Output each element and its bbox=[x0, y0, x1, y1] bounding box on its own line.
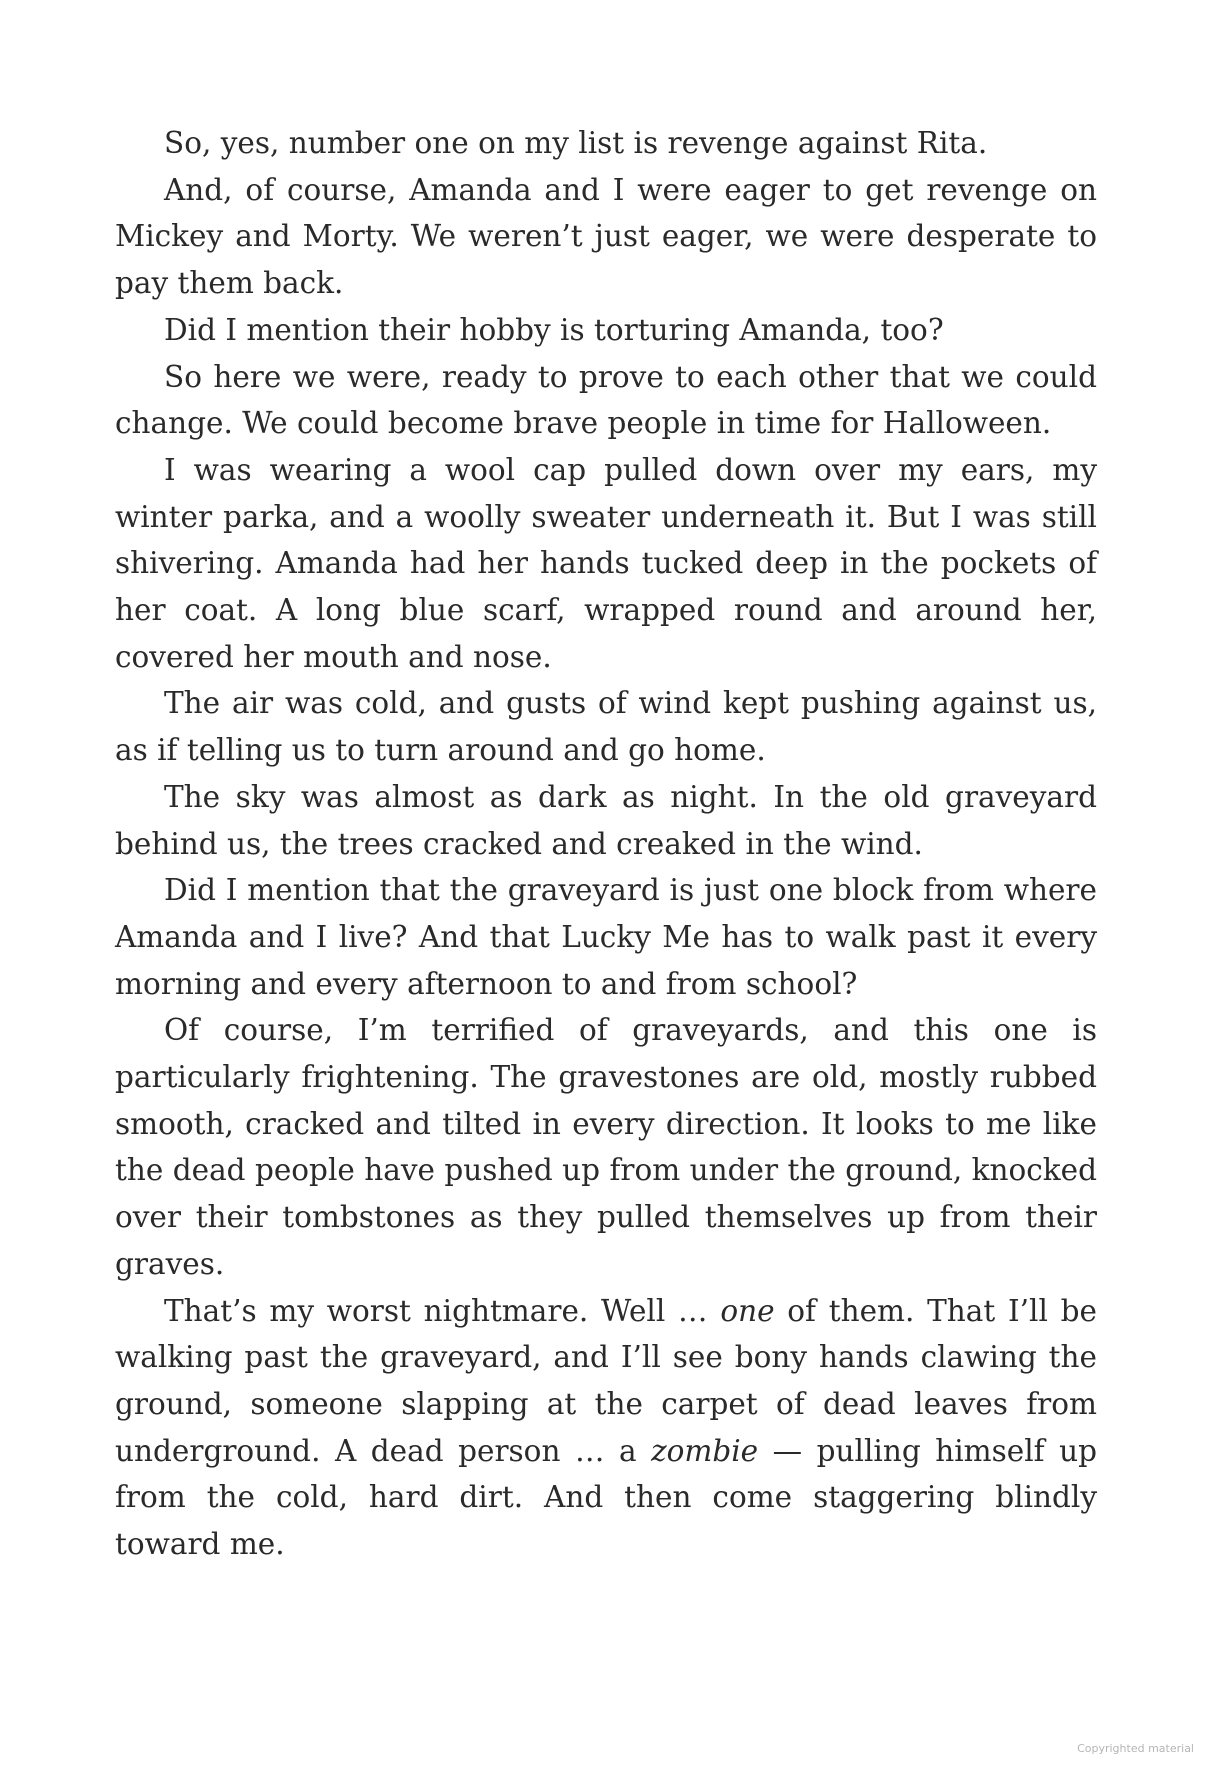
paragraph-text: That’s my worst nightmare. Well … bbox=[164, 1293, 721, 1328]
paragraph: I was wearing a wool cap pulled down over my ears, my winter parka, and a woolly sweater underneath it. But I was still shivering. Amanda had her hands tucked deep in the pockets of her coat. A long blue scarf, wrapped round and around her, covered her mouth and nose. bbox=[115, 452, 1097, 674]
emphasis-text: zombie bbox=[651, 1433, 759, 1468]
paragraph: The air was cold, and gusts of wind kept pushing against us, as if telling us to turn around and go home. bbox=[115, 686, 1097, 768]
copyright-watermark: Copyrighted material bbox=[1077, 1742, 1194, 1755]
paragraph: So, yes, number one on my list is revenge against Rita. bbox=[164, 126, 988, 160]
paragraph: Of course, I’m terrified of graveyards, and this one is particularly frightening. The gravestones are old, mostly rubbed smooth, cracked and tilted in every direction. It looks to me like the dead people have pushed up from under the ground, knocked over their tombstones as they pulled themselves up from their graves. bbox=[115, 1013, 1097, 1281]
paragraph: Did I mention their hobby is torturing Amanda, too? bbox=[164, 312, 944, 347]
paragraph bbox=[115, 1288, 1097, 1568]
paragraph: So here we were, ready to prove to each other that we could change. We could become brave people in time for Halloween. bbox=[115, 359, 1097, 441]
body-text bbox=[115, 120, 1097, 1568]
paragraph-text: of them. That I’ll be walking past the graveyard, and I’ll see bony hands clawing the ground, someone slapping at the carpet of dead leaves from underground. A dead person … a bbox=[115, 1293, 1097, 1468]
emphasis-text: one bbox=[720, 1293, 775, 1328]
paragraph: And, of course, Amanda and I were eager to get revenge on Mickey and Morty. We weren’t just eager, we were desperate to pay them back. bbox=[115, 172, 1097, 301]
paragraph: The sky was almost as dark as night. In the old graveyard behind us, the trees cracked and creaked in the wind. bbox=[115, 779, 1097, 861]
paragraph-text: — pulling himself up from the cold, hard dirt. And then come staggering blindly toward me. bbox=[115, 1433, 1097, 1562]
paragraph: Did I mention that the graveyard is just one block from where Amanda and I live? And that Lucky Me has to walk past it every morning and every afternoon to and from school? bbox=[115, 873, 1097, 1001]
